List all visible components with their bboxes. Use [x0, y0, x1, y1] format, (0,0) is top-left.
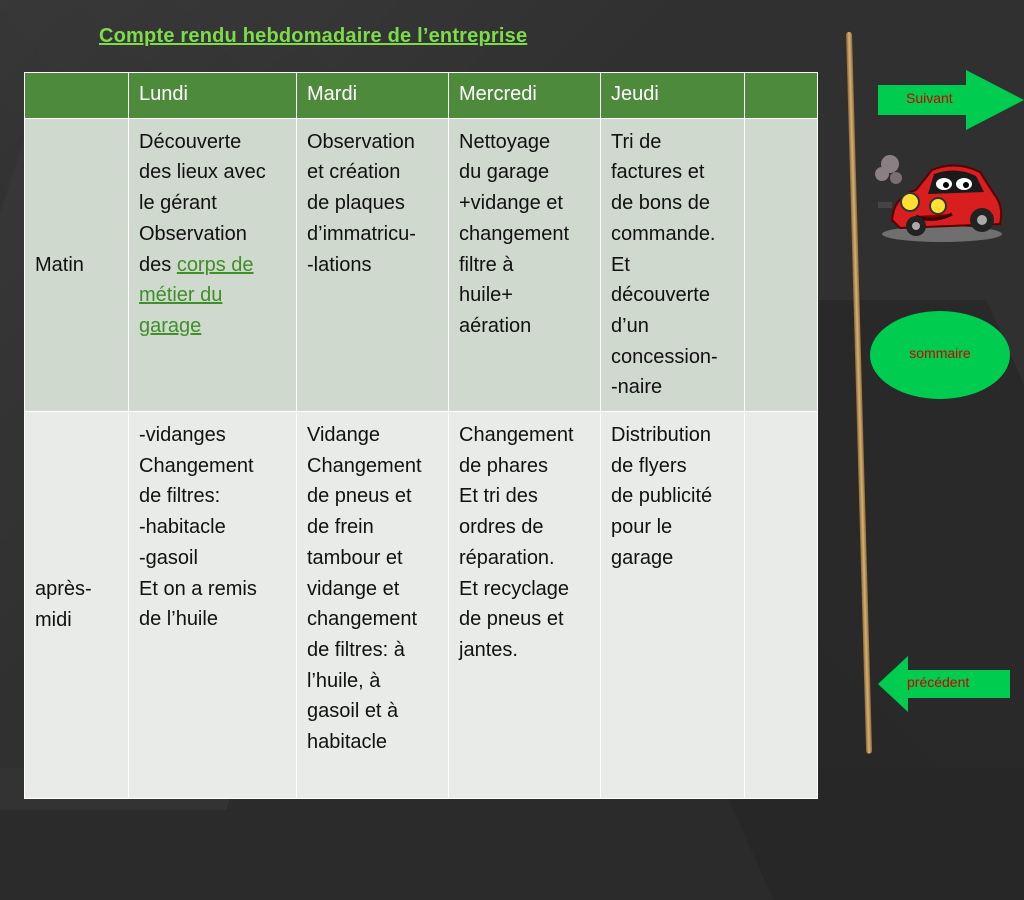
cell-mardi-matin: [297, 118, 449, 411]
row-label-apres-midi: [25, 412, 129, 799]
cell-line: garage: [611, 546, 674, 569]
cell-line: changement: [459, 222, 570, 245]
cell-jeudi-apres-midi: [601, 412, 745, 799]
cell-line: Observation: [307, 130, 415, 153]
cell-line: -vidanges: [139, 424, 226, 447]
cell-lundi-apres-midi: [129, 412, 297, 799]
cell-line: des lieux avec: [139, 161, 266, 184]
cell-line: de phares: [459, 454, 548, 477]
cell-line: Et recyclage: [459, 577, 570, 600]
header-cell-mardi: Mardi: [297, 73, 449, 119]
header-cell-jeudi: Jeudi: [601, 73, 745, 119]
cell-line: +vidange et: [459, 192, 563, 215]
cell-line: réparation.: [459, 546, 555, 569]
cell-line: Distribution: [611, 424, 712, 447]
header-cell-mercredi: Mercredi: [449, 73, 601, 119]
weekly-report-table: [24, 72, 818, 799]
cell-line: de frein: [307, 516, 374, 539]
previous-button-label: précédent: [907, 674, 970, 690]
cell-line-prefix: des: [139, 253, 177, 276]
corps-de-metier-link[interactable]: garage: [139, 314, 202, 337]
cell-line: vidange et: [307, 577, 400, 600]
cell-line: d’un: [611, 314, 649, 337]
cell-line: Changement: [459, 424, 574, 447]
cell-line: de plaques: [307, 192, 405, 215]
cell-line: d’immatricu-: [307, 222, 416, 245]
cell-mercredi-apres-midi: [449, 412, 601, 799]
cell-line: -habitacle: [139, 516, 226, 539]
next-button[interactable]: [878, 70, 1024, 130]
cell-line: de pneus et: [307, 485, 412, 508]
cell-jeudi-matin: [601, 118, 745, 411]
cell-line: de publicité: [611, 485, 713, 508]
cell-line: habitacle: [307, 731, 388, 754]
summary-button-label: sommaire: [909, 345, 971, 361]
cell-line: -lations: [307, 253, 372, 276]
cell-line: Changement: [307, 454, 422, 477]
cell-line: de filtres:: [139, 485, 221, 508]
cell-line: concession-: [611, 345, 718, 368]
cell-line: Et: [611, 253, 630, 276]
cell-line: de pneus et: [459, 608, 564, 631]
cell-line: gasoil et à: [307, 700, 399, 723]
next-button-label: Suivant: [906, 90, 953, 106]
cell-line: [139, 280, 286, 311]
cell-line: le gérant: [139, 192, 217, 215]
cell-line: découverte: [611, 284, 710, 307]
cell-line: -naire: [611, 376, 663, 399]
cell-line: du garage: [459, 161, 550, 184]
cell-line: tambour et: [307, 546, 403, 569]
slide-title: Compte rendu hebdomadaire de l’entreprise: [99, 25, 528, 47]
cell-line: Observation: [139, 222, 247, 245]
cell-line: [139, 250, 286, 281]
cell-line: aération: [459, 314, 532, 337]
row-label-text: Matin: [35, 253, 84, 276]
cell-line: pour le: [611, 516, 673, 539]
table-row: [25, 118, 818, 411]
cell-line: changement: [307, 608, 418, 631]
cell-empty-apres-midi: [745, 412, 818, 799]
row-label-matin: [25, 118, 129, 411]
cell-line: de l’huile: [139, 608, 218, 631]
cell-line: l’huile, à: [307, 669, 381, 692]
cell-lundi-matin: [129, 118, 297, 411]
cell-line: -gasoil: [139, 546, 198, 569]
cell-mercredi-matin: [449, 118, 601, 411]
header-cell-empty-last: [745, 73, 818, 119]
header-cell-empty: [25, 73, 129, 119]
row-label-text: après-: [35, 578, 92, 601]
cell-line: factures et: [611, 161, 705, 184]
cell-line: Découverte: [139, 130, 242, 153]
row-label-text: midi: [35, 609, 72, 632]
previous-button[interactable]: [878, 656, 1010, 712]
car-cartoon-icon: [872, 150, 1008, 246]
cell-line: jantes.: [459, 638, 518, 661]
corps-de-metier-link[interactable]: corps de: [176, 253, 254, 276]
cell-line: ordres de: [459, 516, 544, 539]
cell-mardi-apres-midi: [297, 412, 449, 799]
header-cell-lundi: Lundi: [129, 73, 297, 119]
cell-line: et création: [307, 161, 401, 184]
cell-empty-matin: [745, 118, 818, 411]
cell-line: Tri de: [611, 130, 662, 153]
cell-line: Nettoyage: [459, 130, 551, 153]
table-row: [25, 412, 818, 799]
corps-de-metier-link[interactable]: métier du: [139, 284, 223, 307]
cell-line: de filtres: à: [307, 638, 405, 661]
cell-line: Vidange: [307, 424, 381, 447]
table-header-row: [25, 73, 818, 119]
cell-line: Et on a remis: [139, 577, 257, 600]
cell-line: [139, 311, 286, 342]
summary-button[interactable]: [870, 311, 1010, 399]
cell-line: de bons de: [611, 192, 710, 215]
cell-line: Changement: [139, 454, 254, 477]
cell-line: huile+: [459, 284, 513, 307]
cell-line: de flyers: [611, 454, 687, 477]
cell-line: filtre à: [459, 253, 514, 276]
cell-line: Et tri des: [459, 485, 538, 508]
cell-line: commande.: [611, 222, 716, 245]
